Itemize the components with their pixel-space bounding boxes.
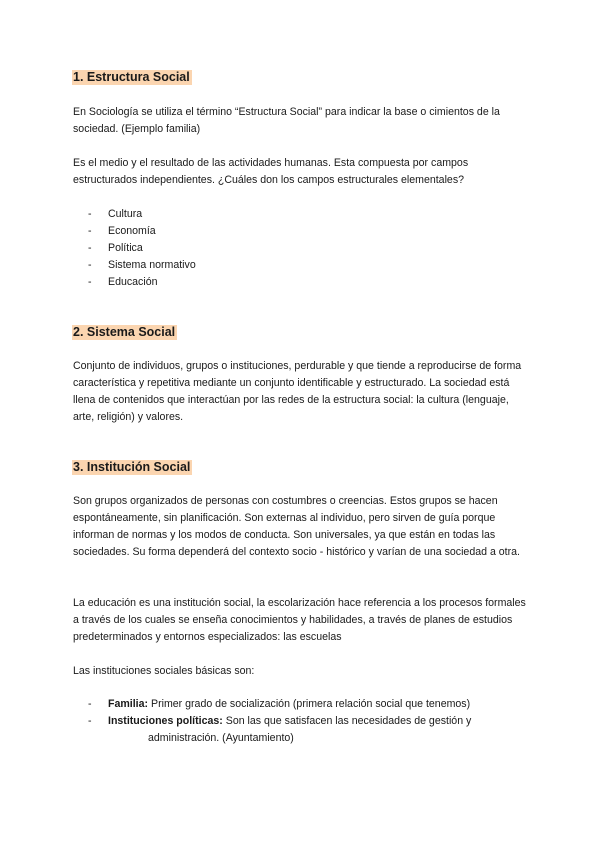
paragraph-institucion-educacion: La educación es una institución social, la escolarización hace referencia a los procesos formales a través de los cuales se enseña conocimientos y habilidades, a través de planes de estudios predeterminados y entornos especializados: las escuelas: [73, 597, 526, 643]
paragraph-institucion-grupos: Son grupos organizados de personas con costumbres o creencias. Estos grupos se hacen espontáneamente, sin planificación. Son externas al individuo, pero sirven de guía porque informan de normas y los modos de conducta. Son universales, ya que están en todas las sociedades. Su forma dependerá del contexto socio - histórico y varían de una sociedad a otra.: [73, 495, 520, 558]
list-item: - Economía: [88, 225, 156, 237]
paragraph-instituciones-basicas-intro: Las instituciones sociales básicas son:: [73, 665, 255, 677]
term-familia: Familia:: [108, 698, 149, 710]
list-item: - Política: [88, 242, 143, 254]
list-item: - Educación: [88, 276, 158, 288]
paragraph-estructura-medio: Es el medio y el resultado de las actividades humanas. Esta compuesta por campos estructurados independientes. ¿Cuáles don los campos estructurales elementales?: [73, 157, 469, 186]
list-item: - Familia: Primer grado de socialización (primera relación social que tenemos): [88, 698, 471, 710]
heading-estructura-social: 1. Estructura Social: [73, 70, 190, 84]
list-item: - Cultura: [88, 208, 143, 220]
term-instituciones-politicas: Instituciones políticas:: [108, 715, 223, 727]
list-item: - Instituciones políticas: Son las que satisfacen las necesidades de gestión y administración. (Ayuntamiento): [88, 715, 472, 744]
paragraph-sistema-social: Conjunto de individuos, grupos o instituciones, perdurable y que tiende a reproducirse de forma característica y repetitiva mediante un conjunto identificable y estructurado. La sociedad está llena de contenidos que interactúan por las redes de la estructura social: la cultura (lenguaje, arte, religión) y valores.: [73, 360, 522, 423]
heading-institucion-social: 3. Institución Social: [73, 460, 191, 474]
instituciones-basicas-list: [88, 696, 528, 747]
campos-estructurales-list: [88, 206, 196, 291]
list-item: - Sistema normativo: [88, 259, 196, 271]
paragraph-estructura-definition: En Sociología se utiliza el término “Estructura Social” para indicar la base o cimientos de la sociedad. (Ejemplo familia): [73, 106, 500, 135]
heading-sistema-social: 2. Sistema Social: [73, 325, 176, 339]
